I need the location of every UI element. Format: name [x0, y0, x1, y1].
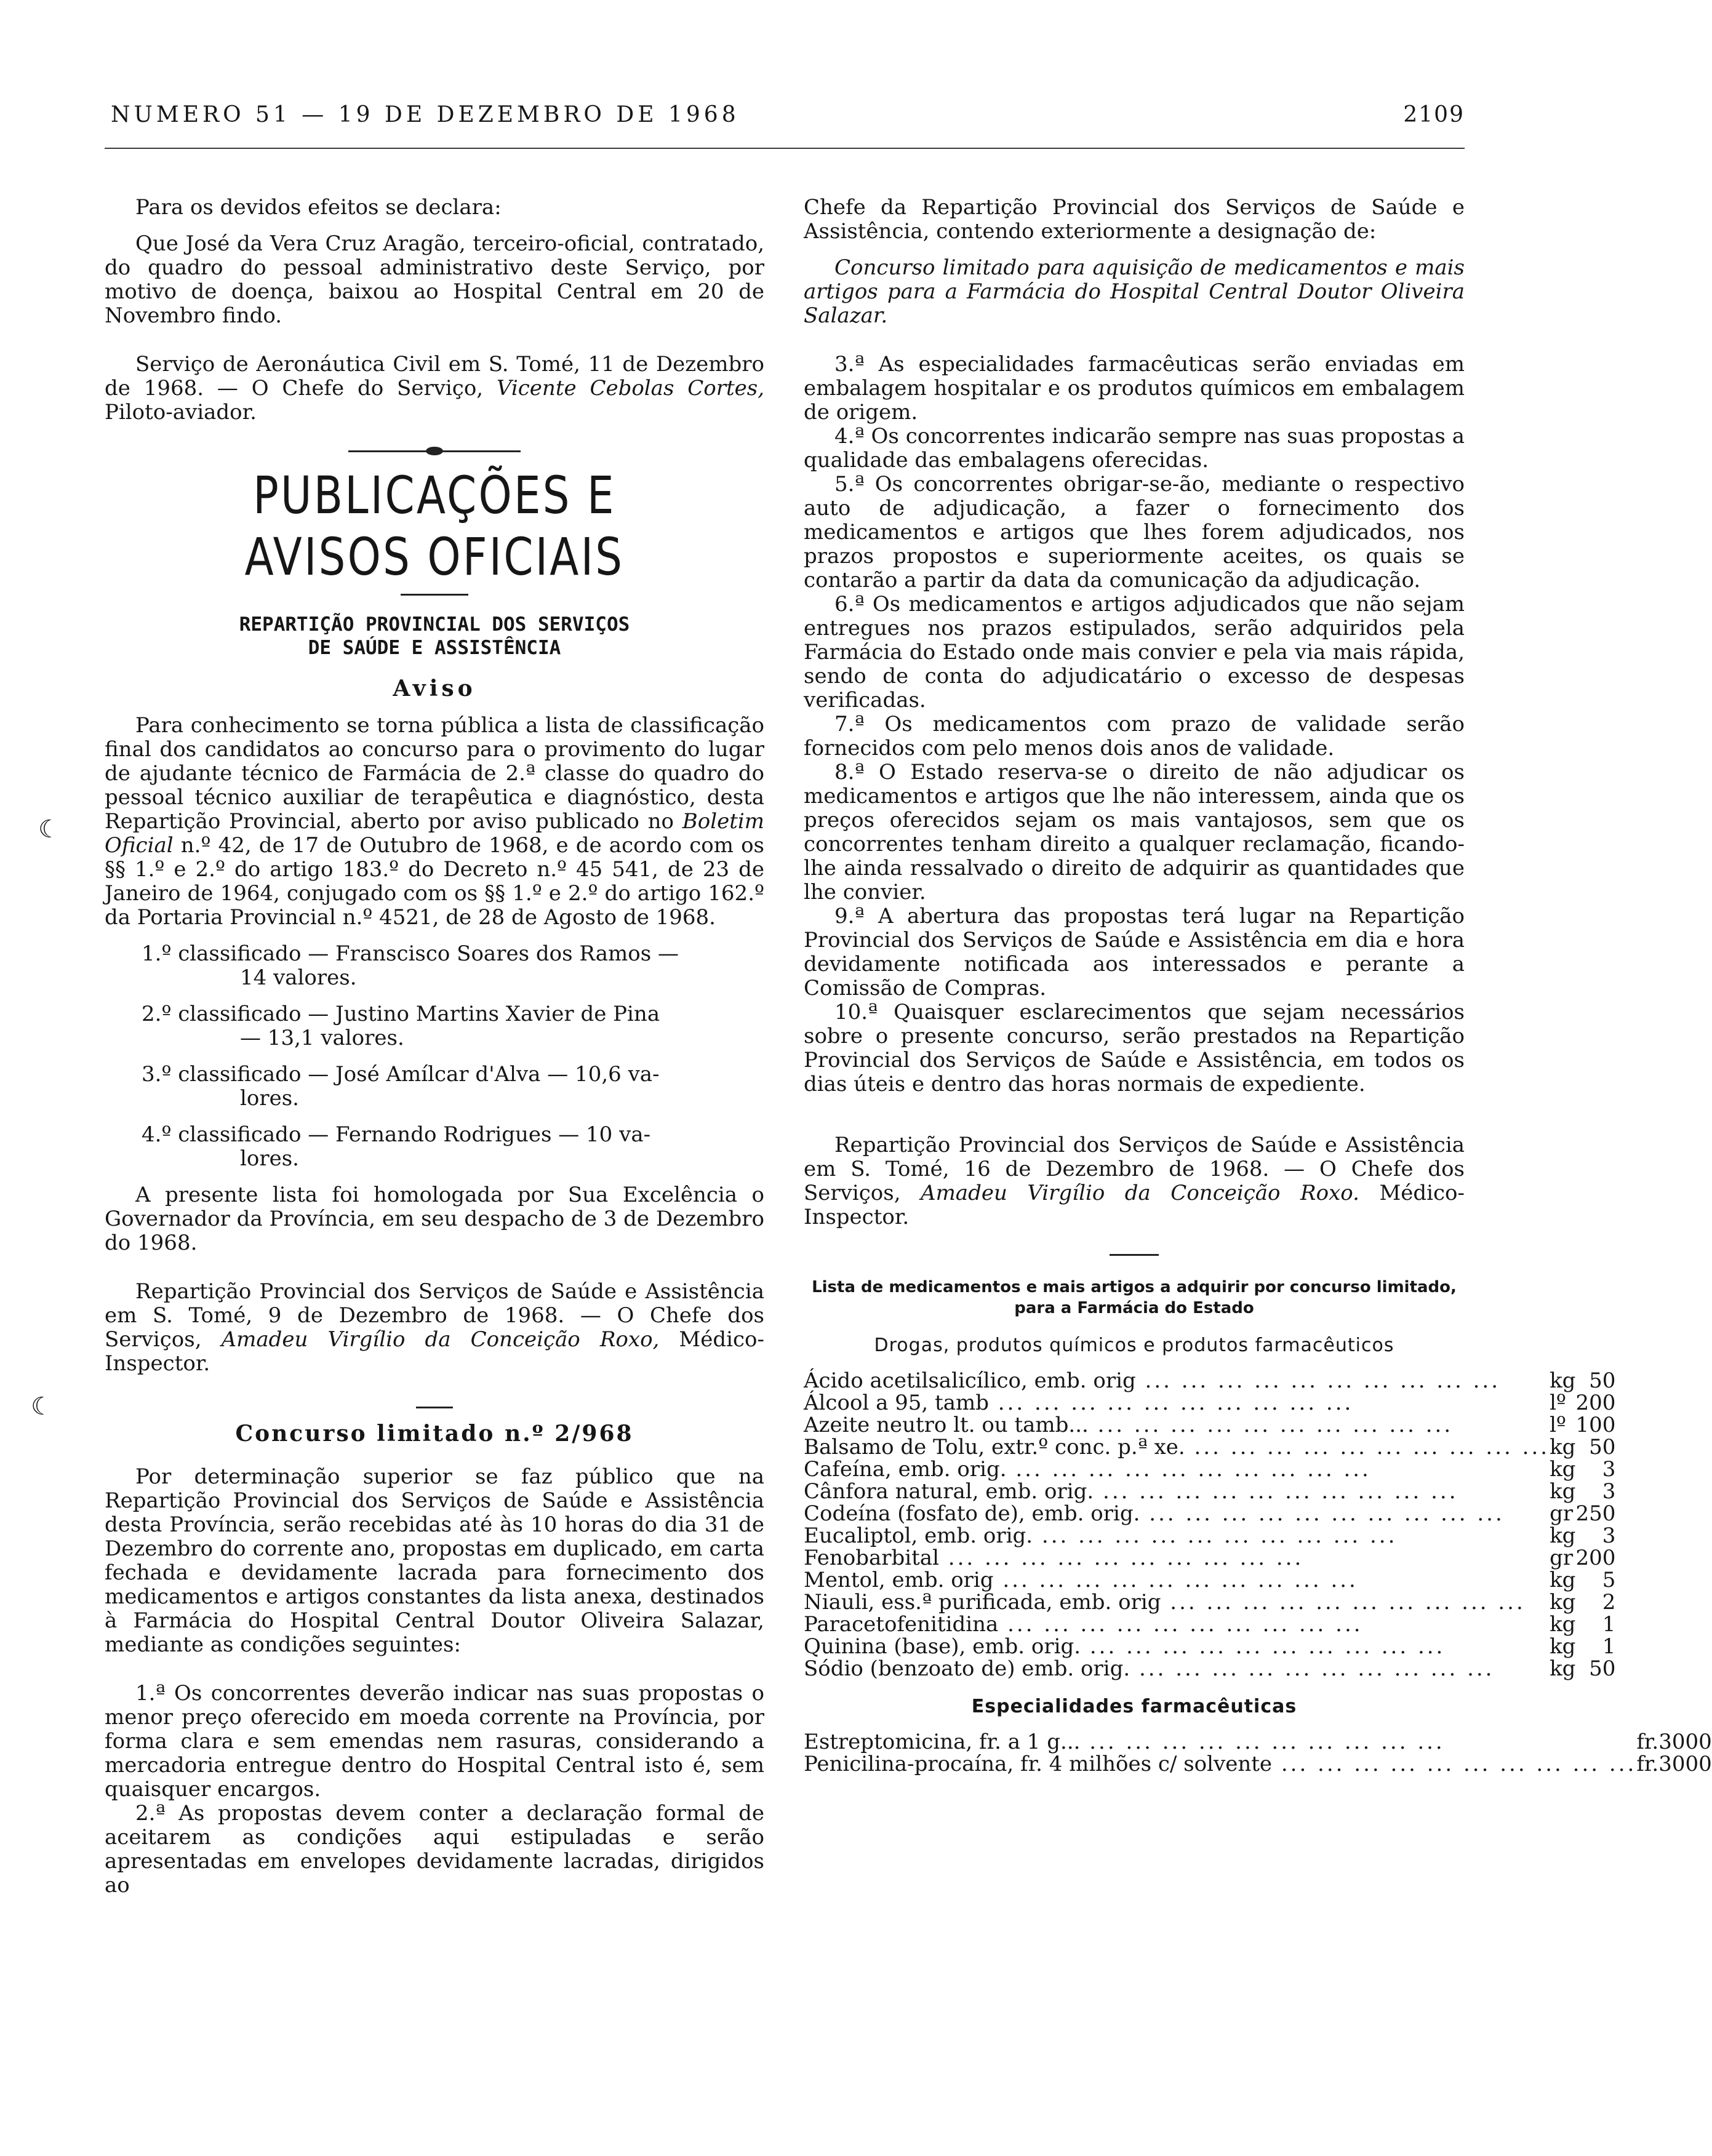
item-unit: fr. — [1636, 1752, 1659, 1776]
item-quantity: 5 — [1602, 1568, 1616, 1592]
condition-7: 7.ª Os medicamentos com prazo de validade serão fornecidos com pelo menos dois anos de validade. — [804, 712, 1465, 761]
item-quantity: 3000 — [1658, 1752, 1712, 1776]
leader-dots: ... ... ... ... ... ... ... ... ... ... — [1088, 1413, 1454, 1437]
list-title: Lista de medicamentos e mais artigos a adquirir por concurso limitado, para a Farmácia do Estado — [812, 1278, 1457, 1317]
item-unit: kg — [1550, 1590, 1576, 1615]
condition-9: 9.ª A abertura das propostas terá lugar na Repartição Provincial dos Serviços de Saúde e Assistência em dia e hora devidamente notificada aos interessados e perante a Comissão de Compras. — [804, 904, 1465, 1000]
item-name: Cânfora natural, emb. orig. ... ... ... ... ... ... ... ... ... ... — [804, 1479, 1458, 1504]
margin-mark-icon: ☾ — [31, 1392, 53, 1421]
table-row — [804, 1414, 1615, 1436]
item-unit: kg — [1550, 1368, 1576, 1393]
item-name: Balsamo de Tolu, extr.º conc. p.ª xe. ... ... ... ... ... ... ... ... ... ... — [804, 1435, 1550, 1459]
item-name: Fenobarbital ... ... ... ... ... ... ... ... ... ... — [804, 1546, 1304, 1570]
item-quantity: 3000 — [1658, 1730, 1712, 1754]
table-row — [804, 1591, 1615, 1613]
classification-list — [105, 942, 764, 1171]
item-unit: fr. — [1636, 1730, 1659, 1754]
table-row — [804, 1731, 1712, 1753]
item-name: Codeína (fosfato de), emb. orig. ... ... ... ... ... ... ... ... ... ... — [804, 1501, 1505, 1526]
item-unit: lº — [1550, 1413, 1566, 1437]
condition-1: 1.ª Os concorrentes deverão indicar nas suas propostas o menor preço oferecido em moeda corrente na Província, por forma clara e sem emendas nem rasuras, considerando a mercadoria entregue dentro do Hospital Central isto é, sem quaisquer encargos. — [105, 1681, 764, 1802]
leader-dots: ... ... ... ... ... ... ... ... ... ... — [1006, 1457, 1371, 1482]
drugs-heading: Drogas, produtos químicos e produtos farmacêuticos — [874, 1335, 1394, 1356]
concurso-heading: Concurso limitado n.º 2/968 — [235, 1421, 634, 1447]
item-unit: kg — [1550, 1568, 1576, 1592]
table-row — [804, 1547, 1615, 1569]
homologation-text: A presente lista foi homologada por Sua Excelência o Governador da Província, em seu despacho de 3 de Dezembro do 1968. — [105, 1183, 764, 1255]
item-unit: kg — [1550, 1634, 1576, 1659]
item-name: Estreptomicina, fr. a 1 g... ... ... ... ... ... ... ... ... ... ... — [804, 1730, 1445, 1754]
table-row — [804, 1613, 1615, 1635]
leader-dots: ... ... ... ... ... ... ... ... ... ... — [1140, 1501, 1505, 1526]
leader-dots: ... ... ... ... ... ... ... ... ... ... — [1081, 1634, 1446, 1659]
item-quantity: 100 — [1575, 1413, 1616, 1437]
table-row — [804, 1635, 1615, 1658]
left-column — [105, 196, 764, 1898]
leader-dots: ... ... ... ... ... ... ... ... ... ... — [1161, 1590, 1526, 1615]
intro-text: Para os devidos efeitos se declara: — [135, 195, 502, 220]
right-column — [804, 195, 1712, 1776]
item-quantity: 3 — [1602, 1457, 1616, 1482]
item-name: Niauli, ess.ª purificada, emb. orig ... ... ... ... ... ... ... ... ... ... — [804, 1590, 1526, 1615]
declaration-text: Que José da Vera Cruz Aragão, terceiro-oficial, contratado, do quadro do pessoal administrativo deste Serviço, por motivo de doença, baixou ao Hospital Central em 20 de Novembro findo. — [105, 231, 764, 328]
item-unit: kg — [1550, 1479, 1576, 1504]
item-name: Mentol, emb. orig ... ... ... ... ... ... ... ... ... ... — [804, 1568, 1358, 1592]
section-banner: PUBLICAÇÕES E AVISOS OFICIAIS — [244, 465, 625, 587]
aviso-text: Para conhecimento se torna pública a lista de classificação final dos candidatos ao concurso para o provimento do lugar de ajudante técnico de Farmácia de 2.ª classe do quadro do pessoal técnico auxiliar de terapêutica e diagnóstico, desta Repartição Provincial, aberto por aviso publicado no Boletim Oficial n.º 42, de 17 de Outubro de 1968, e de acordo com os §§ 1.º e 2.º do artigo 183.º do Decreto n.º 45 541, de 23 de Janeiro de 1964, conjugado com os §§ 1.º e 2.º do artigo 162.º da Portaria Provincial n.º 4521, de 28 de Agosto de 1968. — [105, 713, 765, 930]
aviso-heading: Aviso — [393, 676, 476, 701]
item-name: Álcool a 95, tamb ... ... ... ... ... ... ... ... ... ... — [804, 1391, 1354, 1415]
item-quantity: 50 — [1589, 1368, 1616, 1393]
item-unit: lº — [1550, 1391, 1566, 1415]
condition-6: 6.ª Os medicamentos e artigos adjudicados que não sejam entregues nos prazos estipulados, serão adquiridos pela Farmácia do Estado onde mais convier e pela via mais rápida, sendo de conta do adjudicatário o excesso de despesas verificadas. — [804, 592, 1465, 713]
condition-5: 5.ª Os concorrentes obrigar-se-ão, mediante o respectivo auto de adjudicação, a fazer o fornecimento dos medicamentos e artigos que lhes forem adjudicados, nos prazos propostos e superiormente aceites, os quais se contarão a partir da data da comunicação da adjudicação. — [804, 472, 1465, 593]
leader-dots: ... ... ... ... ... ... ... ... ... ... — [989, 1391, 1354, 1415]
aeronautics-signature: Serviço de Aeronáutica Civil em S. Tomé, 11 de Dezembro de 1968. — O Chefe do Serviço, Vicente Cebolas Cortes, Piloto-aviador. — [105, 352, 765, 425]
leader-dots: ... ... ... ... ... ... ... ... ... ... — [1135, 1368, 1501, 1393]
leader-dots: ... ... ... ... ... ... ... ... ... ... — [1185, 1435, 1550, 1459]
table-row — [804, 1569, 1615, 1591]
leader-dots: ... ... ... ... ... ... ... ... ... ... — [938, 1546, 1304, 1570]
issue-line: NUMERO 51 — 19 DE DEZEMBRO DE 1968 — [111, 102, 740, 127]
item-quantity: 200 — [1575, 1546, 1616, 1570]
condition-10: 10.ª Quaisquer esclarecimentos que sejam necessários sobre o presente concurso, serão prestados na Repartição Provincial dos Serviços de Saúde e Assistência, em todos os dias úteis e dentro das horas normais de expediente. — [804, 1000, 1465, 1096]
continuation-text: Chefe da Repartição Provincial dos Serviços de Saúde e Assistência, contendo exteriormente a designação de: — [804, 195, 1465, 244]
leader-dots: ... ... ... ... ... ... ... ... ... ... — [993, 1568, 1358, 1592]
item-unit: gr — [1550, 1546, 1574, 1570]
table-row — [804, 1658, 1615, 1680]
page-number: 2109 — [1403, 102, 1465, 127]
item-unit: gr — [1550, 1501, 1574, 1526]
list-item: 4.º classificado — Fernando Rodrigues — 10 va- lores. — [142, 1122, 651, 1171]
leader-dots: ... ... ... ... ... ... ... ... ... ... — [1272, 1752, 1637, 1776]
item-quantity: 3 — [1602, 1523, 1616, 1548]
item-quantity: 50 — [1589, 1656, 1616, 1681]
table-row — [804, 1503, 1615, 1525]
margin-mark-icon: ☾ — [38, 815, 60, 844]
table-row — [804, 1392, 1615, 1414]
item-unit: kg — [1550, 1523, 1576, 1548]
leader-dots: ... ... ... ... ... ... ... ... ... ... — [998, 1612, 1363, 1637]
item-name: Paracetofenitidina ... ... ... ... ... ... ... ... ... ... — [804, 1612, 1363, 1637]
condition-8: 8.ª O Estado reserva-se o direito de não adjudicar os medicamentos e artigos que lhe não interessem, ainda que os preços oferecidos sejam os mais vantajosos, sem que os concorrentes tenham direito a qualquer reclamação, ficando-lhe ainda ressalvado o direito de adquirir as quantidades que lhe convier. — [804, 760, 1465, 904]
item-name: Penicilina-procaína, fr. 4 milhões c/ solvente ... ... ... ... ... ... ... ... ... ... — [804, 1752, 1637, 1776]
item-quantity: 1 — [1602, 1634, 1616, 1659]
list-item: 2.º classificado — Justino Martins Xavier de Pina — 13,1 valores. — [142, 1002, 660, 1050]
leader-dots: ... ... ... ... ... ... ... ... ... ... — [1080, 1730, 1445, 1754]
table-row — [804, 1753, 1712, 1775]
drugs-table — [804, 1370, 1615, 1680]
item-quantity: 2 — [1602, 1590, 1616, 1615]
leader-dots: ... ... ... ... ... ... ... ... ... ... — [1130, 1656, 1495, 1681]
item-quantity: 3 — [1602, 1479, 1616, 1504]
table-row — [804, 1370, 1615, 1392]
item-name: Ácido acetilsalicílico, emb. orig ... ... ... ... ... ... ... ... ... ... — [804, 1368, 1501, 1393]
item-name: Eucaliptol, emb. orig. ... ... ... ... ... ... ... ... ... ... — [804, 1523, 1398, 1548]
table-row — [804, 1436, 1615, 1458]
item-quantity: 1 — [1602, 1612, 1616, 1637]
header-rule — [105, 148, 1465, 149]
item-name: Azeite neutro lt. ou tamb... ... ... ... ... ... ... ... ... ... ... — [804, 1413, 1454, 1437]
item-quantity: 250 — [1575, 1501, 1616, 1526]
divider — [416, 1407, 453, 1408]
specialties-table — [804, 1731, 1712, 1775]
ornament-rule — [348, 450, 521, 452]
item-name: Quinina (base), emb. orig. ... ... ... ... ... ... ... ... ... ... — [804, 1634, 1446, 1659]
leader-dots: ... ... ... ... ... ... ... ... ... ... — [1094, 1479, 1458, 1504]
specialties-heading: Especialidades farmacêuticas — [971, 1696, 1297, 1717]
table-row — [804, 1525, 1615, 1547]
table-row — [804, 1480, 1615, 1503]
item-name: Cafeína, emb. orig. ... ... ... ... ... ... ... ... ... ... — [804, 1457, 1371, 1482]
concurso-text: Por determinação superior se faz público que na Repartição Provincial dos Serviços de Saúde e Assistência desta Província, serão recebidas até às 10 horas do dia 31 de Dezembro do corrente ano, propostas em duplicado, em carta fechada e devidamente lacrada para fornecimento dos medicamentos e artigos constantes da lista anexa, destinados à Farmácia do Hospital Central Doutor Oliveira Salazar, mediante as condições seguintes: — [105, 1464, 764, 1657]
item-quantity: 50 — [1589, 1435, 1616, 1459]
health-signature: Repartição Provincial dos Serviços de Saúde e Assistência em S. Tomé, 9 de Dezembro de 1968. — O Chefe dos Serviços, Amadeu Virgílio da Conceição Roxo, Médico-Inspector. — [105, 1279, 764, 1376]
list-item: 1.º classificado — Franscisco Soares dos Ramos — 14 valores. — [142, 941, 679, 990]
condition-2: 2.ª As propostas devem conter a declaração formal de aceitarem as condições aqui estipuladas e serão apresentadas em envelopes devidamente lacradas, dirigidos ao — [105, 1801, 764, 1898]
condition-3: 3.ª As especialidades farmacêuticas serão enviadas em embalagem hospitalar e os produtos químicos em embalagem de origem. — [804, 352, 1465, 425]
list-item: 3.º classificado — José Amílcar d'Alva — 10,6 va- lores. — [142, 1062, 660, 1111]
final-signature: Repartição Provincial dos Serviços de Saúde e Assistência em S. Tomé, 16 de Dezembro de 1968. — O Chefe dos Serviços, Amadeu Virgílio da Conceição Roxo. Médico-Inspector. — [804, 1133, 1465, 1229]
item-unit: kg — [1550, 1435, 1576, 1459]
item-unit: kg — [1550, 1656, 1576, 1681]
item-unit: kg — [1550, 1612, 1576, 1637]
designation-text: Concurso limitado para aquisição de medicamentos e mais artigos para a Farmácia do Hospital Central Doutor Oliveira Salazar. — [804, 255, 1465, 328]
table-row — [804, 1458, 1615, 1480]
item-unit: kg — [1550, 1457, 1576, 1482]
leader-dots: ... ... ... ... ... ... ... ... ... ... — [1033, 1523, 1398, 1548]
item-name: Sódio (benzoato de) emb. orig. ... ... ... ... ... ... ... ... ... ... — [804, 1656, 1495, 1681]
page-header — [111, 102, 1465, 139]
condition-4: 4.ª Os concorrentes indicarão sempre nas suas propostas a qualidade das embalagens oferecidas. — [804, 424, 1465, 473]
item-quantity: 200 — [1575, 1391, 1616, 1415]
department-heading: REPARTIÇÃO PROVINCIAL DOS SERVIÇOS DE SAÚDE E ASSISTÊNCIA — [239, 613, 630, 659]
